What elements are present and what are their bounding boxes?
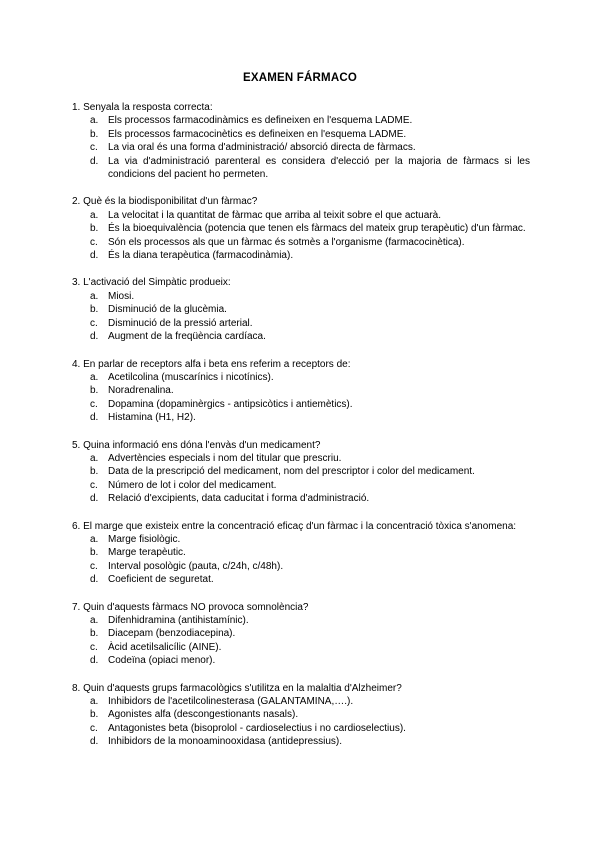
option-text: Inhibidors de la monoaminooxidasa (antidepressius). [108,736,343,748]
option-letter: a. [90,371,99,383]
option-letter: d. [90,331,99,343]
page-title: EXAMEN FÁRMACO [243,72,357,84]
option-letter: c. [90,236,98,248]
option-letter: c. [90,479,98,491]
question-text: 6. El marge que existeix entre la concentració eficaç d'un fàrmac i la concentració tòxica s'anomena: [72,520,517,532]
option-letter: c. [90,560,98,572]
option-text: És la bioequivalència (potencia que tenen els fàrmacs del mateix grup terapèutic) d'un fàrmac. [108,223,526,235]
option-text: Relació d'excipients, data caducitat i forma d'administració. [108,493,370,505]
option-letter: b. [90,304,99,316]
option-letter: b. [90,547,99,559]
question-4 [72,358,530,425]
answer-option [72,249,530,262]
option-text: Dopamina (dopaminèrgics - antipsicòtics i antiemètics). [108,398,353,410]
option-text: Augment de la freqüència cardíaca. [108,331,266,343]
option-text: Els processos farmacocinètics es defineixen en l'esquema LADME. [108,128,407,140]
question-2 [72,195,530,262]
question-text: 1. Senyala la resposta correcta: [72,102,213,113]
option-text: La via oral és una forma d'administració/ absorció directa de fàrmacs. [108,142,416,154]
answer-option [72,560,530,573]
option-letter: b. [90,709,99,721]
option-text: Codeïna (opiaci menor). [108,655,216,667]
answer-option [72,708,530,721]
answer-option [72,209,530,222]
answer-option [72,128,530,141]
option-text: La velocitat i la quantitat de fàrmac que arriba al teixit sobre el que actuarà. [108,209,441,221]
option-text: Noradrenalina. [108,385,174,397]
option-text: Disminució de la glucèmia. [108,304,227,316]
option-letter: a. [90,452,99,464]
option-text: Coeficient de seguretat. [108,574,214,586]
option-text: Advertències especials i nom del titular que prescriu. [108,452,342,464]
answer-option [72,614,530,627]
option-text: Interval posològic (pauta, c/24h, c/48h). [108,560,284,572]
option-letter: c. [90,398,98,410]
answer-option [72,533,530,546]
answer-option [72,114,530,127]
answer-option [72,546,530,559]
option-text: Data de la prescripció del medicament, nom del prescriptor i color del medicament. [108,466,475,478]
answer-options [72,114,530,181]
option-text: Antagonistes beta (bisoprolol - cardioselectius i no cardioselectius). [108,722,406,734]
answer-options [72,209,530,263]
answer-option [72,303,530,316]
answer-option [72,641,530,654]
answer-option [72,452,530,465]
answer-option [72,290,530,303]
answer-option [72,479,530,492]
option-text: Àcid acetilsalicílic (AINE). [108,641,222,653]
option-text: Diacepam (benzodiacepina). [108,628,236,640]
answer-option [72,627,530,640]
option-text: Disminució de la pressió arterial. [108,317,253,329]
question-1 [72,101,530,181]
option-letter: b. [90,628,99,640]
question-5 [72,439,530,506]
option-letter: a. [90,115,99,127]
question-text: 7. Quin d'aquests fàrmacs NO provoca somnolència? [72,601,309,613]
option-letter: d. [90,412,99,424]
answer-options [72,290,530,344]
answer-option [72,492,530,505]
answer-option [72,398,530,411]
answer-option [72,371,530,384]
question-3 [72,276,530,343]
option-letter: c. [90,317,98,329]
question-6 [72,520,530,587]
option-letter: a. [90,615,99,626]
option-letter: c. [90,641,98,653]
option-text: Són els processos als que un fàrmac és sotmès a l'organisme (farmacocinètica). [108,236,465,248]
answer-options [72,371,530,425]
option-text: Inhibidors de l'acetilcolinesterasa (GALANTAMINA,….). [108,696,354,708]
option-text: És la diana terapèutica (farmacodinàmia). [108,250,294,262]
option-text: Histamina (H1, H2). [108,412,196,424]
option-letter: d. [90,655,99,667]
question-text: 8. Quin d'aquests grups farmacològics s'utilitza en la malaltia d'Alzheimer? [72,682,402,694]
answer-option [72,735,530,748]
answer-options [72,533,530,587]
option-letter: a. [90,290,99,302]
option-letter: d. [90,250,99,262]
option-text: Agonistes alfa (descongestionants nasals). [108,709,299,721]
option-letter: b. [90,223,99,235]
answer-option [72,465,530,478]
option-text: La via d'administració parenteral es considera d'elecció per la majoria de fàrmacs si les condicions del pacient ho permeten. [108,155,530,181]
option-text: Marge fisiològic. [108,533,181,545]
option-letter: b. [90,466,99,478]
answer-options [72,695,530,749]
option-text: Acetilcolina (muscarínics i nicotínics). [108,371,274,383]
option-letter: d. [90,493,99,505]
option-letter: a. [90,209,99,221]
option-text: Difenhidramina (antihistamínic). [108,615,249,626]
question-text: 2. Què és la biodisponibilitat d'un fàrmac? [72,196,258,208]
answer-option [72,573,530,586]
answer-option [72,411,530,424]
option-text: Els processos farmacodinàmics es defineixen en l'esquema LADME. [108,115,413,127]
question-text: 5. Quina informació ens dóna l'envàs d'un medicament? [72,439,321,451]
option-letter: a. [90,533,99,545]
option-letter: d. [90,155,99,167]
question-text: 3. L'activació del Simpàtic produeix: [72,277,231,289]
option-letter: c. [90,722,98,734]
answer-option [72,155,530,182]
answer-option [72,236,530,249]
option-text: Miosi. [108,290,135,302]
option-text: Marge terapèutic. [108,547,186,559]
option-letter: d. [90,574,99,586]
question-8 [72,682,530,749]
answer-option [72,141,530,154]
answer-options [72,614,530,668]
answer-option [72,384,530,397]
answer-option [72,317,530,330]
option-letter: b. [90,385,99,397]
question-list [72,101,530,763]
option-text: Número de lot i color del medicament. [108,479,277,491]
answer-option [72,654,530,667]
option-letter: b. [90,128,99,140]
answer-option [72,695,530,708]
option-letter: c. [90,142,98,154]
question-7 [72,601,530,668]
question-text: 4. En parlar de receptors alfa i beta ens referim a receptors de: [72,358,351,370]
option-letter: d. [90,736,99,748]
answer-options [72,452,530,506]
answer-option [72,330,530,343]
option-letter: a. [90,696,99,708]
answer-option [72,222,530,235]
answer-option [72,722,530,735]
